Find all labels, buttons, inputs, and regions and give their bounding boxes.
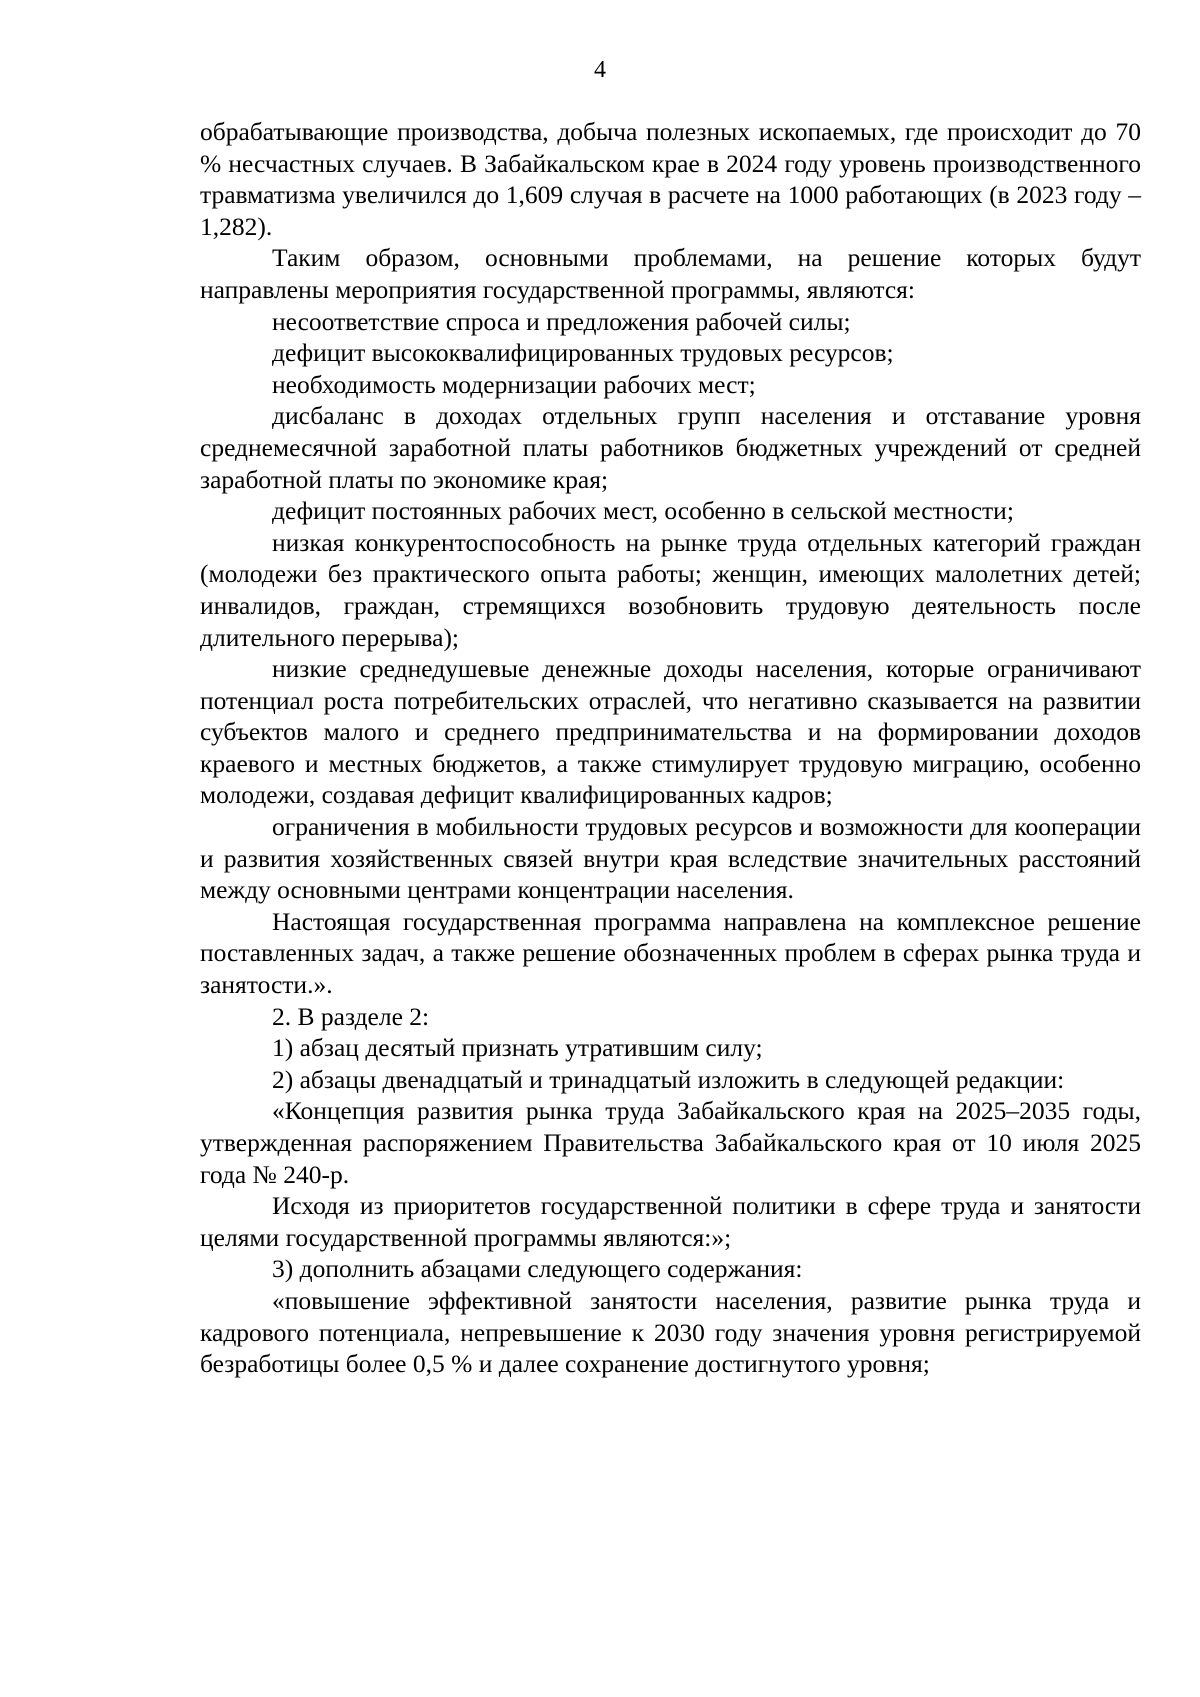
list-item: несоответствие спроса и предложения рабочей силы; (272, 306, 851, 336)
section-heading: 2. В разделе 2: (272, 1001, 430, 1031)
quoted-paragraph: «повышение эффективной занятости населения, развитие рынка труда и кадрового потенциала, непревышение к 2030 году значения уровня регистрируемой безработицы более 0,5 % и далее сохранение достигнутого уровня; (200, 1285, 1141, 1379)
quoted-paragraph: «Концепция развития рынка труда Забайкальского края на 2025–2035 годы, утвержденная распоряжением Правительства Забайкальского края от 10 июля 2025 года № 240-р. (200, 1096, 1141, 1189)
paragraph: Таким образом, основными проблемами, на решение которых будут направлены мероприятия государственной программы, являются: (200, 243, 1141, 304)
amendment-item: 1) абзац десятый признать утратившим силу; (272, 1033, 763, 1063)
paragraph: обрабатывающие производства, добыча полезных ископаемых, где происходит до 70 % несчастных случаев. В Забайкальском крае в 2024 году уровень производственного травматизма увеличился до 1,609 случая в расчете на 1000 работающих (в 2023 году – 1,282). (200, 117, 1141, 241)
paragraph: Настоящая государственная программа направлена на комплексное решение поставленных задач, а также решение обозначенных проблем в сферах рынка труда и занятости.». (200, 906, 1141, 1000)
list-item: дисбаланс в доходах отдельных групп населения и отставание уровня среднемесячной заработной платы работников бюджетных учреждений от средней заработной платы по экономике края; (200, 401, 1141, 494)
list-item: низкие среднедушевые денежные доходы населения, которые ограничивают потенциал роста потребительских отраслей, что негативно сказывается на развитии субъектов малого и среднего предпринимательства и на формировании доходов краевого и местных бюджетов, а также стимулирует трудовую миграцию, особенно молодежи, создавая дефицит квалифицированных кадров; (200, 654, 1141, 810)
list-item: ограничения в мобильности трудовых ресурсов и возможности для кооперации и развития хозяйственных связей внутри края вследствие значительных расстояний между основными центрами концентрации населения. (200, 812, 1141, 905)
list-item: необходимость модернизации рабочих мест; (272, 369, 756, 399)
amendment-item: 2) абзацы двенадцатый и тринадцатый изложить в следующей редакции: (272, 1064, 1065, 1094)
quoted-paragraph: Исходя из приоритетов государственной политики в сфере труда и занятости целями государственной программы являются:»; (200, 1191, 1141, 1252)
list-item: дефицит постоянных рабочих мест, особенно в сельской местности; (272, 496, 1014, 526)
amendment-item: 3) дополнить абзацами следующего содержания: (272, 1254, 803, 1284)
list-item: дефицит высококвалифицированных трудовых ресурсов; (272, 338, 894, 368)
page-number: 4 (594, 57, 606, 83)
list-item: низкая конкурентоспособность на рынке труда отдельных категорий граждан (молодежи без практического опыта работы; женщин, имеющих малолетних детей; инвалидов, граждан, стремящихся возобновить трудовую деятельность после длительного перерыва); (200, 527, 1141, 652)
document-body (200, 116, 1141, 1380)
